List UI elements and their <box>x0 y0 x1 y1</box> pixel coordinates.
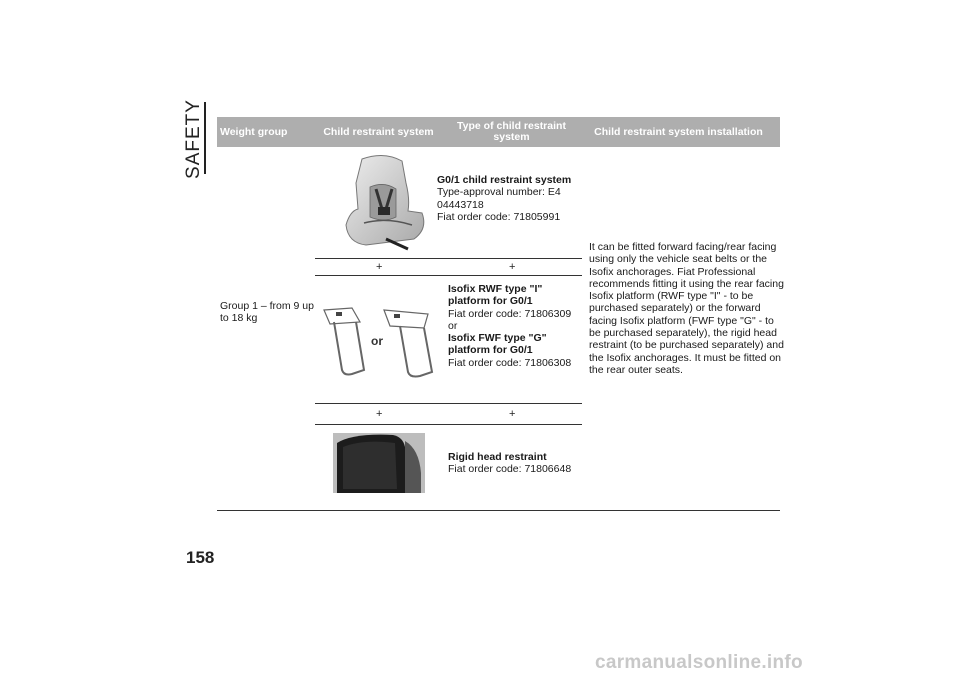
plus-sign: + <box>376 261 383 273</box>
row3-title: Rigid head restraint <box>448 451 547 463</box>
row1-title: G0/1 child restraint system <box>437 174 572 186</box>
header-weight-group: Weight group <box>220 125 288 138</box>
row3-text <box>448 451 578 476</box>
installation-cell: It can be fitted forward facing/rear facing using only the vehicle seat belts or the Isofix anchorages. Fiat Professional recommends fitting it using the rear facing Isofix platform (RWF type "I" - to be purchased separately) or the forward facing Isofix platform (FWF type "G" - to be purchased separately), the rigid head restraint (to be purchased separately) and the Isofix anchorages. It must be fitted on the rear outer seats. <box>589 241 784 376</box>
weight-group-cell: Group 1 – from 9 up to 18 kg <box>220 300 314 325</box>
divider-1 <box>315 258 582 259</box>
head-restraint-image <box>333 433 425 493</box>
page-number: 158 <box>186 548 215 567</box>
header-type-of-restraint: Type of child restraint system <box>457 120 566 143</box>
child-seat-image <box>336 153 430 253</box>
plus-sign: + <box>376 408 383 420</box>
image-or-label: or <box>371 334 383 348</box>
row1-text <box>437 174 572 223</box>
row1-approval: Type-approval number: E4 04443718 <box>437 186 561 211</box>
row2-or: or <box>448 319 458 332</box>
table-bottom-rule <box>217 510 780 511</box>
header-installation: Child restraint system installation <box>594 125 763 138</box>
row2-title-2: Isofix FWF type "G" platform for G0/1 <box>448 332 547 357</box>
row2-order-1: Fiat order code: 71806309 <box>448 307 572 320</box>
table-header <box>217 117 780 147</box>
plus-sign: + <box>509 408 516 420</box>
header-child-restraint-system: Child restraint system <box>323 125 434 138</box>
divider-2 <box>315 275 582 276</box>
divider-4 <box>315 424 582 425</box>
row2-text <box>448 283 578 369</box>
row2-title-1: Isofix RWF type "I" platform for G0/1 <box>448 283 543 308</box>
row1-order: Fiat order code: 71805991 <box>437 210 561 223</box>
divider-3 <box>315 403 582 404</box>
row2-order-2: Fiat order code: 71806308 <box>448 356 572 369</box>
watermark: carmanualsonline.info <box>595 652 803 673</box>
section-bar <box>204 102 206 174</box>
section-label: SAFETY <box>182 99 204 179</box>
row3-order: Fiat order code: 71806648 <box>448 463 572 476</box>
plus-sign: + <box>509 261 516 273</box>
